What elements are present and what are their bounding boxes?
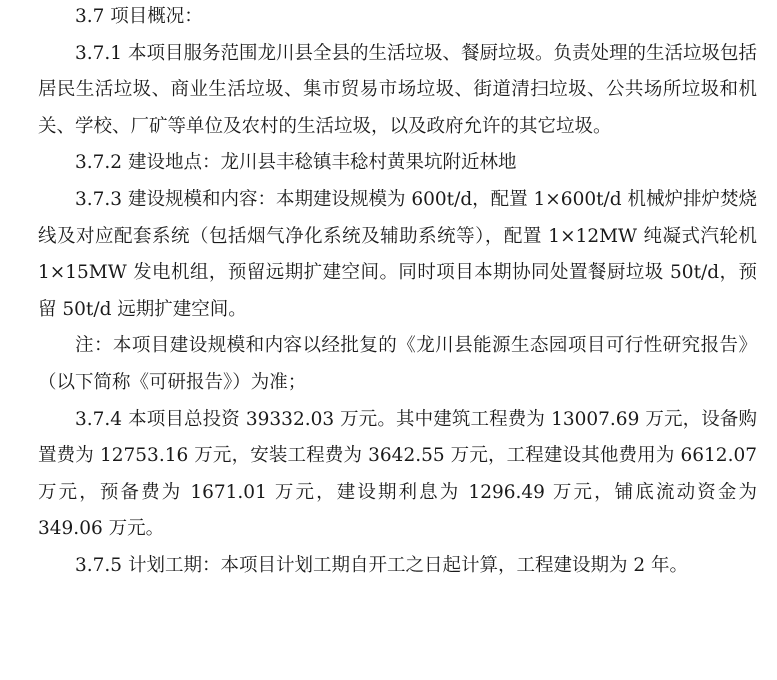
paragraph-total-investment: 3.7.4 本项目总投资 39332.03 万元。其中建筑工程费为 13007.69 万元，设备购置费为 12753.16 万元，安装工程费为 3642.55 万元，工程建设其他费用为 6612.07 万元，预备费为 1671.01 万元，建设期利息为 1296.49 万元，铺底流动资金为 349.06 万元。 <box>38 408 757 540</box>
paragraph-schedule: 3.7.5 计划工期：本项目计划工期自开工之日起计算，工程建设期为 2 年。 <box>75 554 688 576</box>
paragraph-note: 注：本项目建设规模和内容以经批复的《龙川县能源生态园项目可行性研究报告》（以下简称《可研报告》）为准； <box>38 335 757 393</box>
paragraph-site-location: 3.7.2 建设地点：龙川县丰稔镇丰稔村黄果坑附近林地 <box>75 152 517 174</box>
paragraph-service-scope: 3.7.1 本项目服务范围龙川县全县的生活垃圾、餐厨垃圾。负责处理的生活垃圾包括居民生活垃圾、商业生活垃圾、集市贸易市场垃圾、街道清扫垃圾、公共场所垃圾和机关、学校、厂矿等单位及农村的生活垃圾，以及政府允许的其它垃圾。 <box>38 42 757 137</box>
section-heading: 3.7 项目概况： <box>75 6 203 27</box>
paragraph-construction-scale: 3.7.3 建设规模和内容：本期建设规模为 600t/d，配置 1×600t/d 机械炉排炉焚烧线及对应配套系统（包括烟气净化系统及辅助系统等），配置 1×12MW 纯凝式汽轮机 1×15MW 发电机组，预留远期扩建空间。同时项目本期协同处置餐厨垃圾 50t/d，预留 50t/d 远期扩建空间。 <box>38 188 758 320</box>
